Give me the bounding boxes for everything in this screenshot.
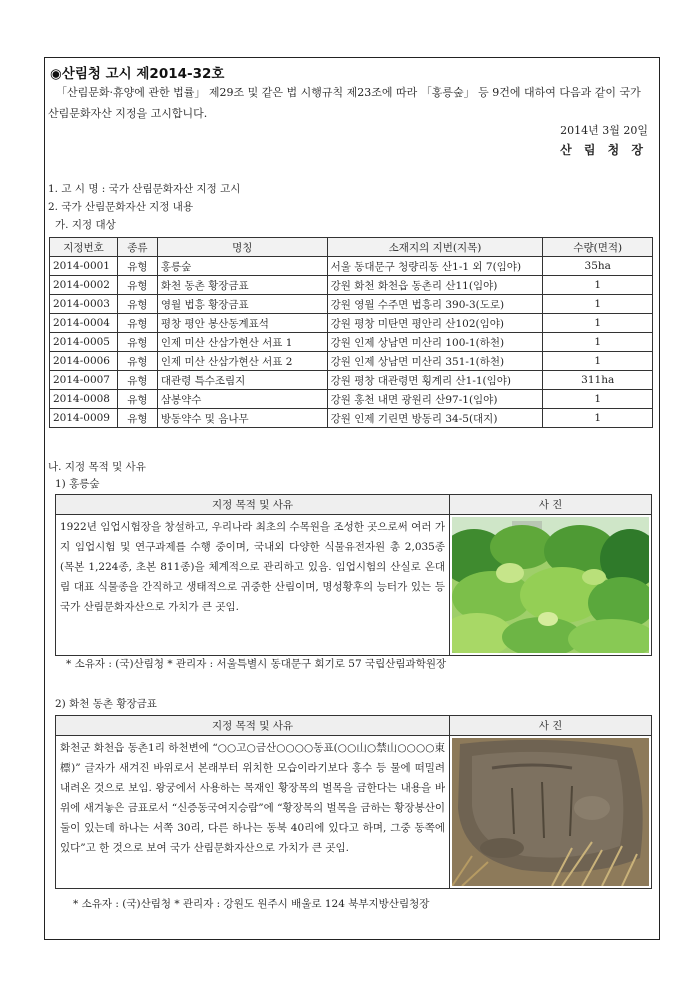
cell-type: 유형 (117, 295, 157, 314)
cell-id: 2014-0001 (50, 257, 118, 276)
table-row (50, 257, 653, 276)
reason-text: 1922년 임업시험장을 창설하고, 우리나라 최초의 수목원을 조성한 곳으로써 여러 가지 임업시험 및 연구과제를 수행 중이며, 국내외 다양한 식물유전자원 총 2,035종(목본 1,224종, 초본 811종)을 체계적으로 관리하고 있음. 임업시험의 산실로 온대림 대표 식물종을 간직하고 생태적으로 귀중한 산림이며, 명성황후의 능터가 있는 등 국가 산림문화자산으로 가치가 큰 곳임. (56, 515, 450, 656)
cell-quantity: 1 (543, 314, 653, 333)
cell-type: 유형 (117, 371, 157, 390)
sub-b: 나. 지정 목적 및 사유 (48, 461, 146, 473)
cell-location: 강원 홍천 내면 광원리 산97-1(임야) (327, 390, 543, 409)
cell-quantity: 1 (543, 390, 653, 409)
cell-name: 삼봉약수 (157, 390, 327, 409)
reason-header: 지정 목적 및 사유 (56, 495, 450, 515)
table-row (50, 333, 653, 352)
cell-type: 유형 (117, 276, 157, 295)
cell-location: 강원 화천 화천읍 동촌리 산11(임야) (327, 276, 543, 295)
section-1-heading: 1) 홍릉숲 (55, 478, 100, 490)
notice-title: ◉산림청 고시 제2014-32호 (50, 66, 225, 82)
cell-quantity: 1 (543, 409, 653, 428)
table-row (50, 352, 653, 371)
photo-header: 사 진 (450, 495, 652, 515)
table-header-row (50, 238, 653, 257)
photo-header: 사 진 (450, 716, 652, 736)
col-header: 지정번호 (50, 238, 118, 257)
cell-name: 홍릉숲 (157, 257, 327, 276)
cell-id: 2014-0008 (50, 390, 118, 409)
cell-location: 강원 인제 상남면 미산리 100-1(하천) (327, 333, 543, 352)
section-2-table (55, 715, 652, 889)
cell-name: 인제 미산 산삼가현산 서표 1 (157, 333, 327, 352)
cell-name: 인제 미산 산삼가현산 서표 2 (157, 352, 327, 371)
cell-name: 방동약수 및 음나무 (157, 409, 327, 428)
table-row (50, 409, 653, 428)
table-row (50, 390, 653, 409)
table-row (50, 314, 653, 333)
stone-marker-photo (452, 738, 649, 886)
cell-id: 2014-0002 (50, 276, 118, 295)
cell-type: 유형 (117, 314, 157, 333)
cell-type: 유형 (117, 352, 157, 371)
notice-date: 2014년 3월 20일 (560, 124, 648, 137)
cell-location: 강원 평창 미탄면 평안리 산102(임야) (327, 314, 543, 333)
table-row (50, 276, 653, 295)
cell-quantity: 35ha (543, 257, 653, 276)
cell-id: 2014-0007 (50, 371, 118, 390)
table-row (50, 295, 653, 314)
col-header: 수량(면적) (543, 238, 653, 257)
col-header: 종류 (117, 238, 157, 257)
cell-id: 2014-0005 (50, 333, 118, 352)
intro-paragraph: 「산림문화·휴양에 관한 법률」 제29조 및 같은 법 시행규칙 제23조에 따라 「홍릉숲」 등 9건에 대하여 다음과 같이 국가 산림문화자산 지정을 고시합니다. (48, 86, 641, 120)
cell-quantity: 1 (543, 352, 653, 371)
cell-id: 2014-0003 (50, 295, 118, 314)
sub-a: 가. 지정 대상 (55, 219, 116, 231)
cell-type: 유형 (117, 257, 157, 276)
table-row (50, 371, 653, 390)
section-2-note: * 소유자 : (국)산림청 * 관리자 : 강원도 원주시 배울로 124 북부지방산림청장 (73, 898, 430, 910)
reason-header: 지정 목적 및 사유 (56, 716, 450, 736)
cell-quantity: 1 (543, 295, 653, 314)
cell-location: 강원 평창 대관령면 횡계리 산1-1(임야) (327, 371, 543, 390)
cell-location: 강원 인제 기린면 방동리 34-5(대지) (327, 409, 543, 428)
cell-name: 평창 평안 봉산동계표석 (157, 314, 327, 333)
cell-id: 2014-0009 (50, 409, 118, 428)
col-header: 소재지의 지번(지목) (327, 238, 543, 257)
forest-photo (452, 517, 649, 653)
designation-table (49, 237, 653, 428)
cell-quantity: 1 (543, 276, 653, 295)
cell-location: 강원 인제 상남면 미산리 351-1(하천) (327, 352, 543, 371)
item-2: 2. 국가 산림문화자산 지정 내용 (48, 201, 194, 213)
cell-quantity: 1 (543, 333, 653, 352)
cell-quantity: 311ha (543, 371, 653, 390)
section-1-table (55, 494, 652, 656)
cell-name: 영월 법흥 황장금표 (157, 295, 327, 314)
cell-location: 서울 동대문구 청량리동 산1-1 외 7(임야) (327, 257, 543, 276)
col-header: 명칭 (157, 238, 327, 257)
section-2-heading: 2) 화천 동촌 황장금표 (55, 698, 157, 710)
cell-type: 유형 (117, 409, 157, 428)
reason-text: 화천군 화천읍 동촌1리 하천변에 “○○고○금산○○○○동표(○○山○禁山○○○○東標)” 글자가 새겨진 바위로서 본래부터 위치한 모습이라기보다 홍수 등 물에 떠밀려 내려온 것으로 보임. 왕궁에서 사용하는 목재인 황장목의 벌목을 금한다는 내용을 바위에 새겨놓은 금표로서 “신증동국여지승람”에 “황장목의 벌목을 금하는 황장봉산이 둘이 있는데 하나는 서쪽 30리, 다른 하나는 동북 40리에 있다고 하며, 그중 동쪽에 있다”고 한 것으로 보여 국가 산림문화자산으로 가치가 큰 곳임. (56, 736, 450, 889)
section-1-note: * 소유자 : (국)산림청 * 관리자 : 서울특별시 동대문구 회기로 57 국립산림과학원장 (66, 658, 447, 670)
cell-name: 대관령 특수조림지 (157, 371, 327, 390)
item-1: 1. 고 시 명 : 국가 산림문화자산 지정 고시 (48, 183, 241, 195)
cell-location: 강원 영월 수주면 법흥리 390-3(도로) (327, 295, 543, 314)
cell-id: 2014-0006 (50, 352, 118, 371)
cell-name: 화천 동촌 황장금표 (157, 276, 327, 295)
signer: 산 림 청 장 (560, 143, 647, 157)
cell-type: 유형 (117, 333, 157, 352)
cell-type: 유형 (117, 390, 157, 409)
cell-id: 2014-0004 (50, 314, 118, 333)
